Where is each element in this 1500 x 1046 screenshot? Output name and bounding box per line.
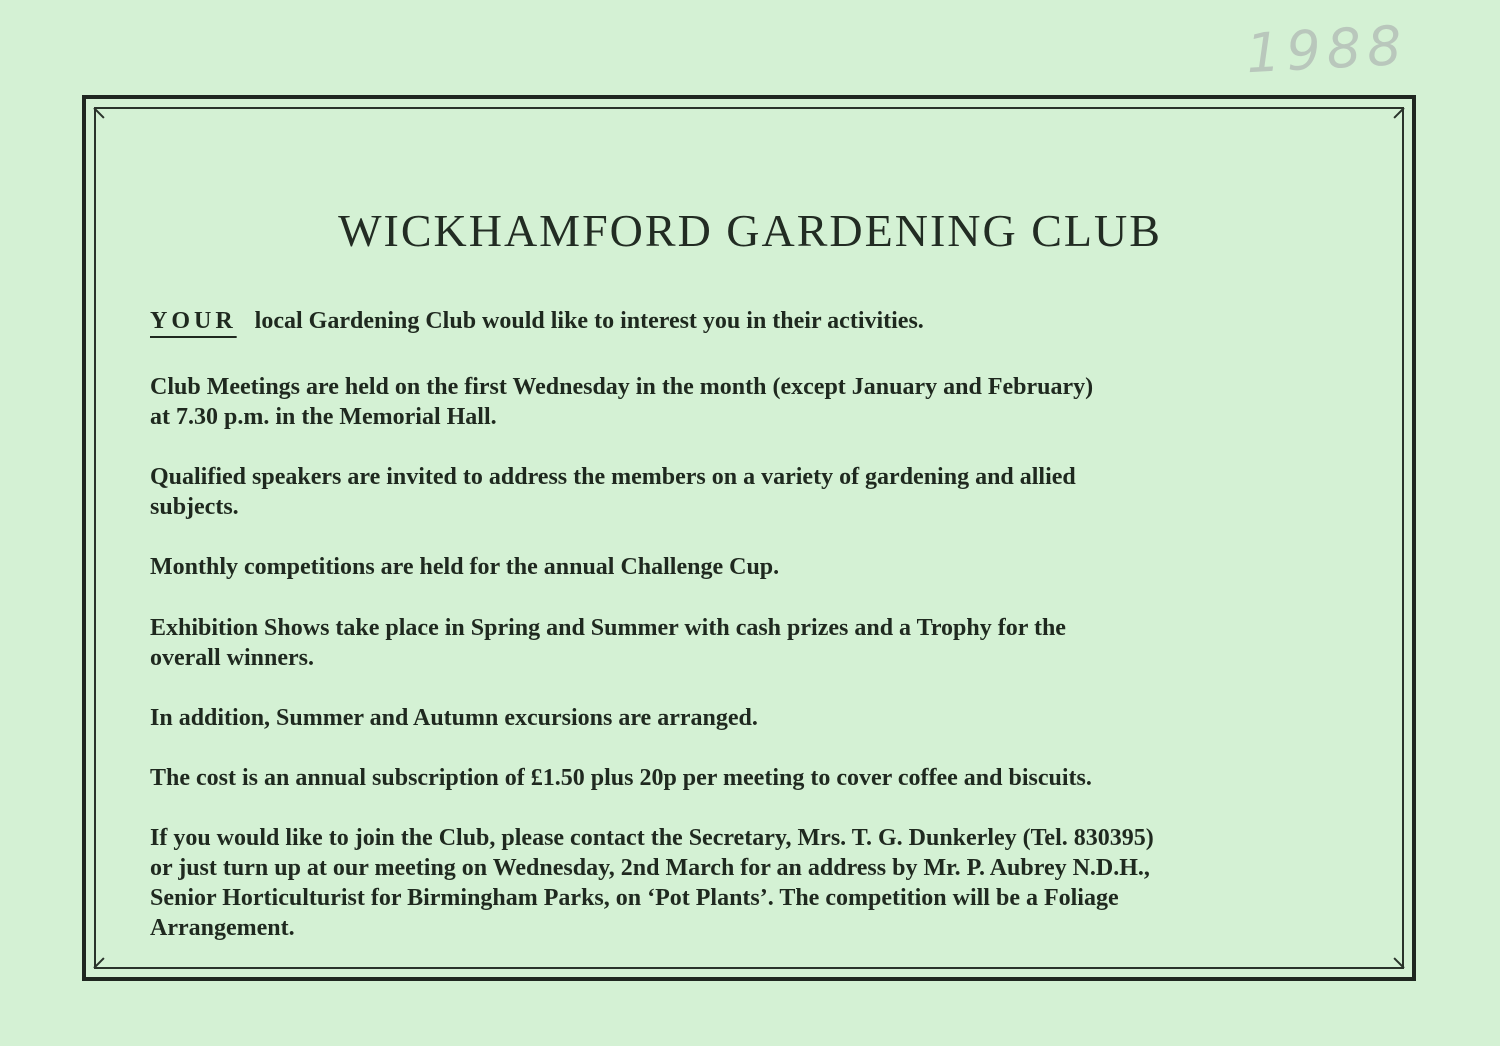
intro-lead-word: YOUR bbox=[150, 308, 237, 334]
frame-corner bbox=[1393, 107, 1404, 118]
paragraph-line: Exhibition Shows take place in Spring and Summer with cash prizes and a Trophy for the bbox=[150, 615, 1066, 641]
paragraph-line: Qualified speakers are invited to address the members on a variety of gardening and allied bbox=[150, 464, 1076, 490]
paragraph-line: Arrangement. bbox=[150, 915, 295, 941]
paragraph-line: overall winners. bbox=[150, 645, 314, 671]
paragraph-excursions bbox=[150, 703, 758, 733]
paragraph-exhibitions bbox=[150, 613, 1066, 673]
frame-corner bbox=[93, 107, 104, 118]
paragraph-line: Monthly competitions are held for the annual Challenge Cup. bbox=[150, 554, 780, 580]
paragraph-line: If you would like to join the Club, please contact the Secretary, Mrs. T. G. Dunkerley (Tel. 830395) bbox=[150, 825, 1154, 851]
paragraph-line: at 7.30 p.m. in the Memorial Hall. bbox=[150, 404, 497, 430]
frame-corner bbox=[93, 957, 104, 968]
paragraph-line: Senior Horticulturist for Birmingham Parks, on ‘Pot Plants’. The competition will be a Foliage bbox=[150, 885, 1119, 911]
document-title: WICKHAMFORD GARDENING CLUB bbox=[338, 205, 1162, 256]
paragraph-contact bbox=[150, 823, 1154, 943]
paragraph-line: In addition, Summer and Autumn excursions are arranged. bbox=[150, 705, 758, 731]
paragraph-line: The cost is an annual subscription of £1.50 plus 20p per meeting to cover coffee and biscuits. bbox=[150, 765, 1092, 791]
handwritten-year-annotation: 1988 bbox=[1244, 13, 1409, 86]
paragraph-meetings bbox=[150, 372, 1093, 432]
paragraph-line: or just turn up at our meeting on Wednesday, 2nd March for an address by Mr. P. Aubrey N.D.H., bbox=[150, 855, 1150, 881]
paragraph-speakers bbox=[150, 462, 1076, 522]
frame-corner bbox=[1393, 957, 1404, 968]
paragraph-line: Club Meetings are held on the first Wednesday in the month (except January and February) bbox=[150, 374, 1094, 400]
paragraph-line: subjects. bbox=[150, 494, 239, 520]
intro-text: local Gardening Club would like to interest you in their activities. bbox=[254, 308, 924, 334]
intro-paragraph bbox=[150, 306, 924, 336]
paragraph-competitions bbox=[150, 552, 779, 582]
paragraph-cost bbox=[150, 763, 1092, 793]
